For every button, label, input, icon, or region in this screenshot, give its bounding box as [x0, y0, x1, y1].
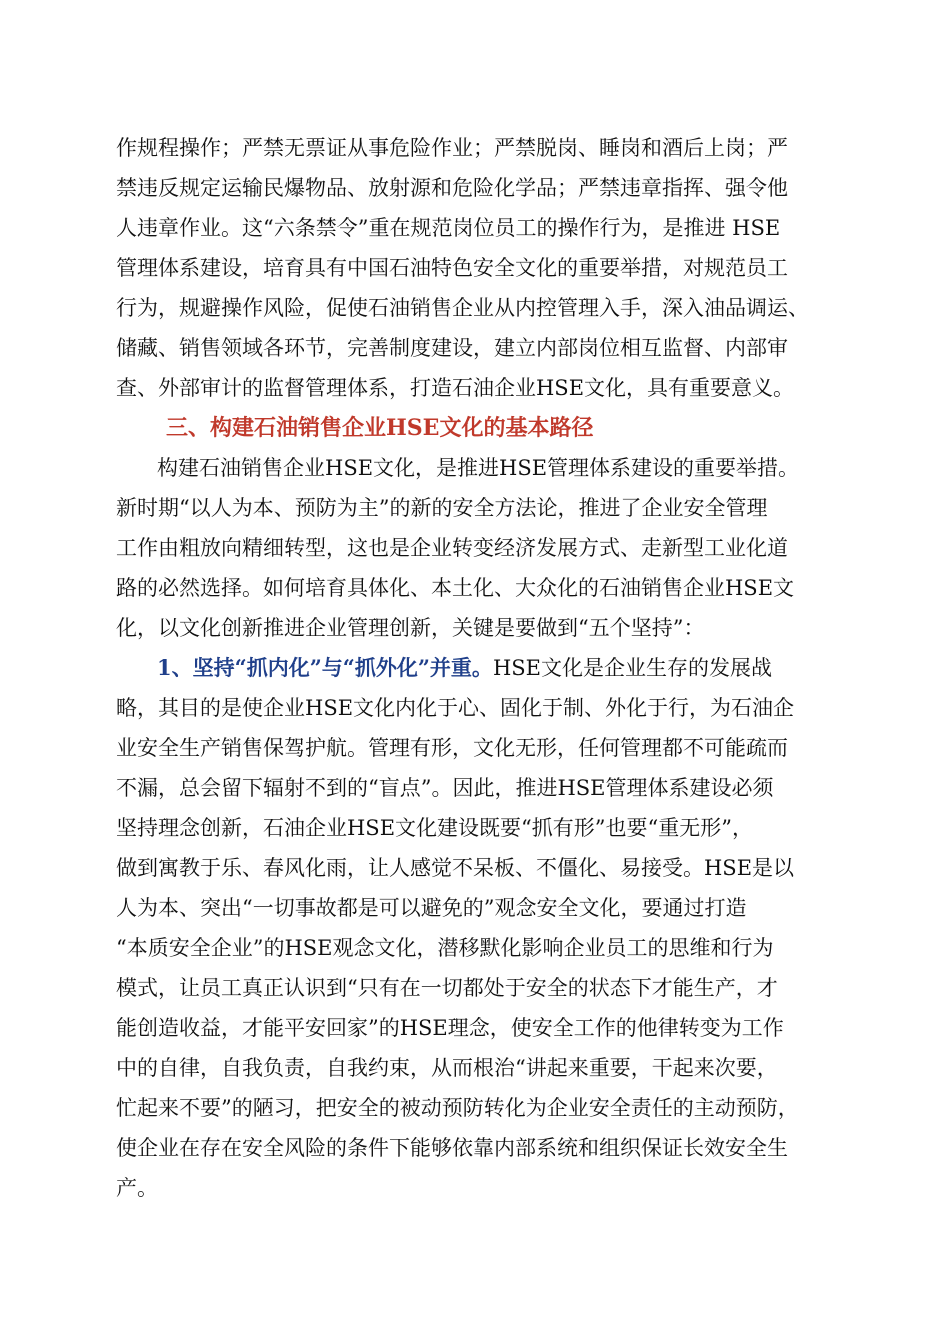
- body-line: 不漏，总会留下辐射不到的“盲点”。因此，推进HSE管理体系建设必须: [116, 776, 774, 800]
- body-line: 行为，规避操作风险，促使石油销售企业从内控管理入手，深入油品调运、: [116, 296, 809, 320]
- body-line: 查、外部审计的监督管理体系，打造石油企业HSE文化，具有重要意义。: [116, 376, 795, 400]
- body-line: 人为本、突出“一切事故都是可以避免的”观念安全文化，要通过打造: [116, 896, 747, 920]
- body-line: 构建石油销售企业HSE文化，是推进HSE管理体系建设的重要举措。: [157, 456, 800, 480]
- body-line: 化，以文化创新推进企业管理创新，关键是要做到“五个坚持”：: [116, 616, 705, 640]
- body-line: 管理体系建设，培育具有中国石油特色安全文化的重要举措，对规范员工: [116, 256, 788, 280]
- point-one-first-line: [157, 648, 772, 688]
- body-line: 人违章作业。这“六条禁令”重在规范岗位员工的操作行为，是推进 HSE: [116, 216, 781, 240]
- body-line: 产。: [116, 1176, 158, 1200]
- body-line: 忙起来不要”的陋习，把安全的被动预防转化为企业安全责任的主动预防，: [116, 1096, 799, 1120]
- body-line: 坚持理念创新，石油企业HSE文化建设既要“抓有形”也要“重无形”，: [116, 816, 753, 840]
- body-line: 使企业在存在安全风险的条件下能够依靠内部系统和组织保证长效安全生: [116, 1136, 788, 1160]
- body-line: 储藏、销售领域各环节，完善制度建设，建立内部岗位相互监督、内部审: [116, 336, 788, 360]
- section-heading: 三、构建石油销售企业HSE文化的基本路径: [166, 415, 594, 441]
- body-line: 禁违反规定运输民爆物品、放射源和危险化学品；严禁违章指挥、强令他: [116, 176, 788, 200]
- body-line: 作规程操作；严禁无票证从事危险作业；严禁脱岗、睡岗和酒后上岗；严: [116, 136, 788, 160]
- body-line: 略，其目的是使企业HSE文化内化于心、固化于制、外化于行，为石油企: [116, 696, 795, 720]
- body-line: 模式，让员工真正认识到“只有在一切都处于安全的状态下才能生产，才: [116, 976, 778, 1000]
- body-line: 中的自律，自我负责，自我约束，从而根治“讲起来重要，干起来次要，: [116, 1056, 778, 1080]
- point-one-lead: 1、坚持“抓内化”与“抓外化”并重。: [157, 655, 493, 680]
- point-one-first-line-rest: HSE文化是企业生存的发展战: [492, 656, 772, 680]
- body-line: 工作由粗放向精细转型，这也是企业转变经济发展方式、走新型工业化道: [116, 536, 788, 560]
- body-line: 路的必然选择。如何培育具体化、本土化、大众化的石油销售企业HSE文: [116, 576, 795, 600]
- body-line: 新时期“以人为本、预防为主”的新的安全方法论，推进了企业安全管理: [116, 496, 768, 520]
- body-line: 做到寓教于乐、春风化雨，让人感觉不呆板、不僵化、易接受。HSE是以: [116, 856, 795, 880]
- body-line: 能创造收益，才能平安回家”的HSE理念，使安全工作的他律转变为工作: [116, 1016, 784, 1040]
- body-line: “本质安全企业”的HSE观念文化，潜移默化影响企业员工的思维和行为: [116, 936, 774, 960]
- body-line: 业安全生产销售保驾护航。管理有形，文化无形，任何管理都不可能疏而: [116, 736, 788, 760]
